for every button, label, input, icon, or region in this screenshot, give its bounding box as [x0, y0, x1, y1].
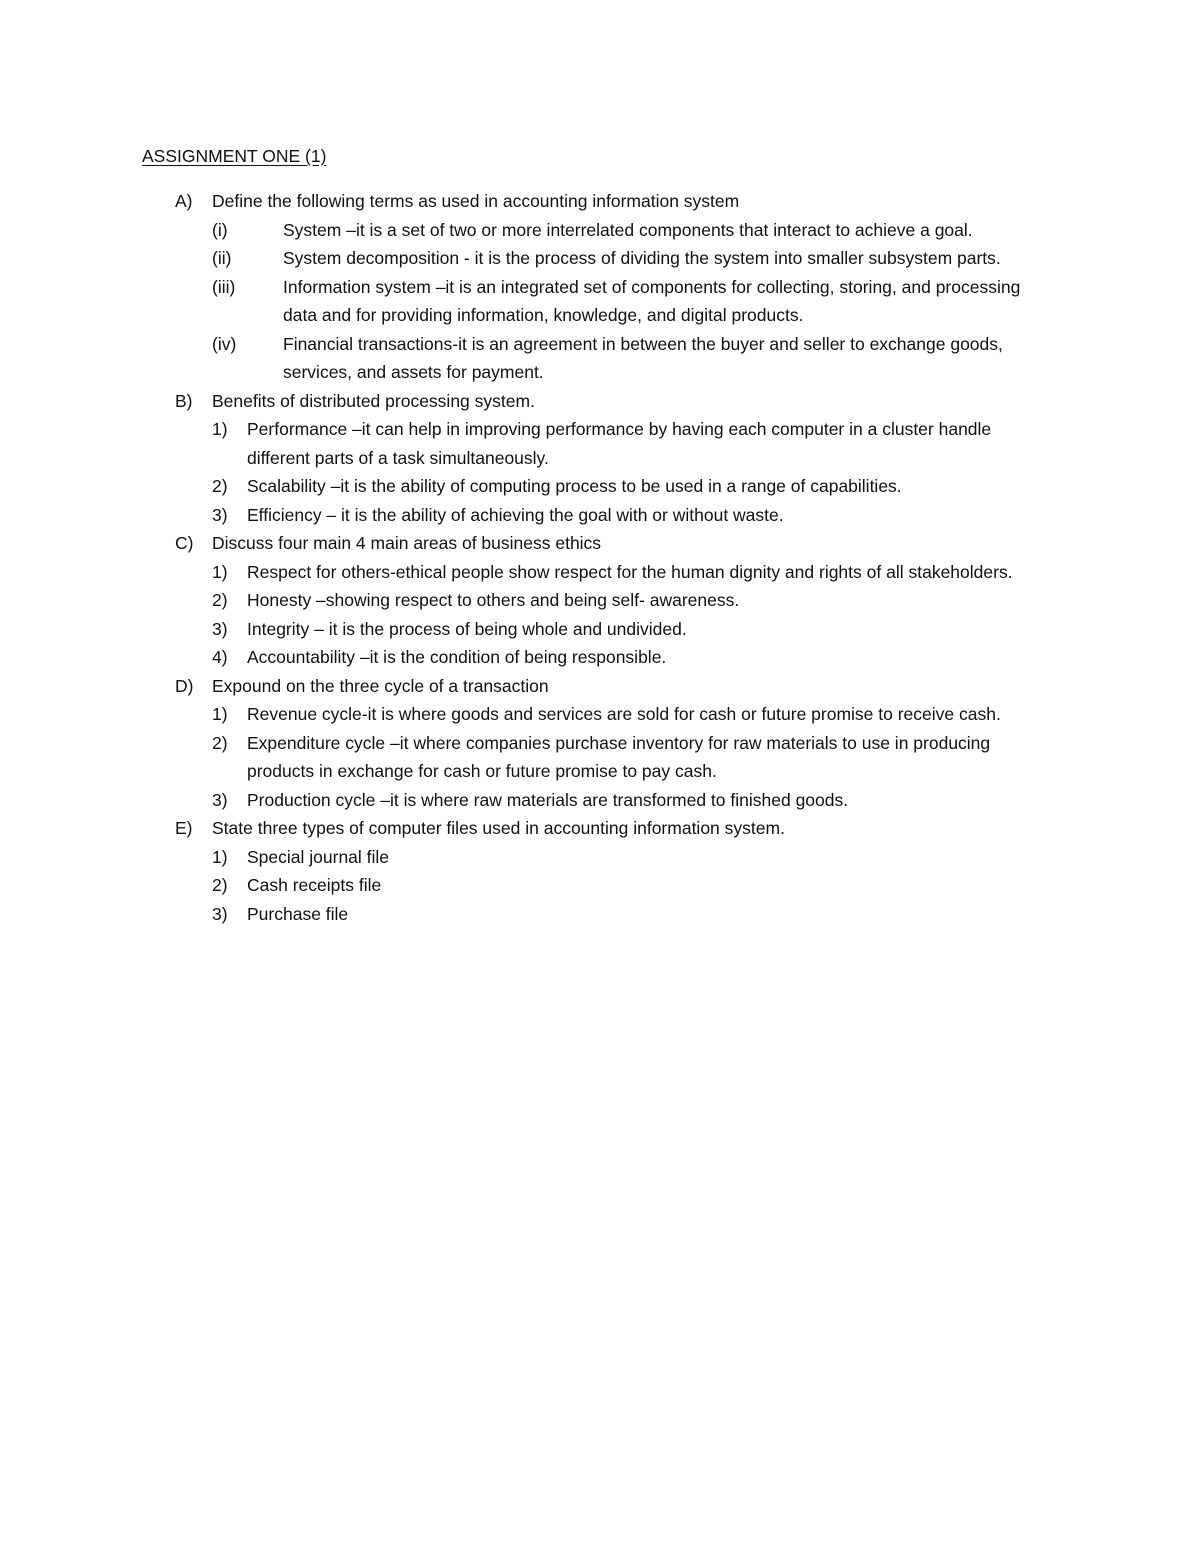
item-marker: 3) [212, 789, 228, 810]
item-text: Expenditure cycle –it where companies purchase inventory for raw materials to use in producing products in exchange for cash or future promise to pay cash. [247, 732, 991, 781]
item-marker: 1) [212, 704, 228, 724]
item-text: Scalability –it is the ability of computing process to be used in a range of capabilities. [247, 476, 902, 496]
section-items [212, 558, 1200, 672]
item-text: Special journal file [247, 846, 390, 867]
section-heading: Benefits of distributed processing system. [212, 390, 535, 411]
item-text: Production cycle –it is where raw materials are transformed to finished goods. [247, 789, 849, 810]
section-marker: E) [175, 818, 193, 838]
section-a [0, 187, 1200, 387]
list-item [212, 871, 1043, 900]
item-marker: 2) [212, 476, 228, 496]
item-text: Respect for others-ethical people show respect for the human dignity and rights of all stakeholders. [247, 561, 1013, 582]
list-item [212, 843, 1043, 872]
item-text: Purchase file [247, 903, 349, 924]
item-text: Information system –it is an integrated set of components for collecting, storing, and processing data and for providing information, knowledge, and digital products. [283, 276, 1021, 325]
list-item [212, 586, 1043, 615]
section-d [0, 672, 1200, 815]
list-item [212, 273, 1043, 330]
item-marker: (iv) [212, 333, 237, 354]
item-marker: 3) [212, 618, 228, 639]
list-item [212, 729, 1043, 786]
item-text: Revenue cycle-it is where goods and services are sold for cash or future promise to receive cash. [247, 704, 1001, 724]
item-marker: 1) [212, 419, 228, 439]
list-item [212, 700, 1043, 729]
section-heading: Define the following terms as used in accounting information system [212, 191, 740, 211]
list-item [212, 786, 1043, 815]
section-heading: State three types of computer files used in accounting information system. [212, 818, 785, 838]
list-item [212, 900, 1043, 929]
item-marker: 1) [212, 561, 228, 582]
section-items [212, 700, 1200, 814]
section-heading: Discuss four main 4 main areas of business ethics [212, 533, 602, 553]
list-item [212, 415, 1043, 472]
item-text: Financial transactions-it is an agreement in between the buyer and seller to exchange goods, services, and assets for payment. [283, 333, 1003, 382]
item-marker: (iii) [212, 276, 236, 297]
section-e [0, 814, 1200, 928]
item-text: Accountability –it is the condition of being responsible. [247, 647, 667, 667]
item-marker: (ii) [212, 248, 232, 268]
section-items [212, 415, 1200, 529]
list-item [212, 216, 1043, 245]
item-text: Honesty –showing respect to others and being self- awareness. [247, 590, 740, 610]
section-marker: B) [175, 390, 193, 411]
item-text: System decomposition - it is the process of dividing the system into smaller subsystem parts. [283, 248, 1001, 268]
section-heading: Expound on the three cycle of a transaction [212, 675, 549, 696]
item-marker: 4) [212, 647, 228, 667]
document-title: ASSIGNMENT ONE (1) [142, 146, 327, 166]
item-marker: 2) [212, 590, 228, 610]
list-item [212, 472, 1043, 501]
item-text: Efficiency – it is the ability of achieving the goal with or without waste. [247, 504, 784, 525]
item-marker: (i) [212, 219, 228, 240]
section-marker: D) [175, 675, 194, 696]
section-marker: C) [175, 533, 194, 553]
item-text: Integrity – it is the process of being whole and undivided. [247, 618, 687, 639]
list-item [212, 558, 1043, 587]
section-c [0, 529, 1200, 672]
list-item [212, 330, 1043, 387]
section-marker: A) [175, 191, 193, 211]
sections-list [0, 187, 1200, 928]
section-b [0, 387, 1200, 530]
section-items [212, 216, 1200, 387]
section-items [212, 843, 1200, 929]
item-text: System –it is a set of two or more interrelated components that interact to achieve a goal. [283, 219, 973, 240]
list-item [212, 501, 1043, 530]
list-item [212, 244, 1043, 273]
item-marker: 1) [212, 846, 228, 867]
item-text: Cash receipts file [247, 875, 382, 895]
item-marker: 2) [212, 875, 228, 895]
item-marker: 3) [212, 903, 228, 924]
item-marker: 2) [212, 732, 228, 753]
list-item [212, 643, 1043, 672]
list-item [212, 615, 1043, 644]
item-text: Performance –it can help in improving performance by having each computer in a cluster handle different parts of a task simultaneously. [247, 419, 992, 468]
item-marker: 3) [212, 504, 228, 525]
